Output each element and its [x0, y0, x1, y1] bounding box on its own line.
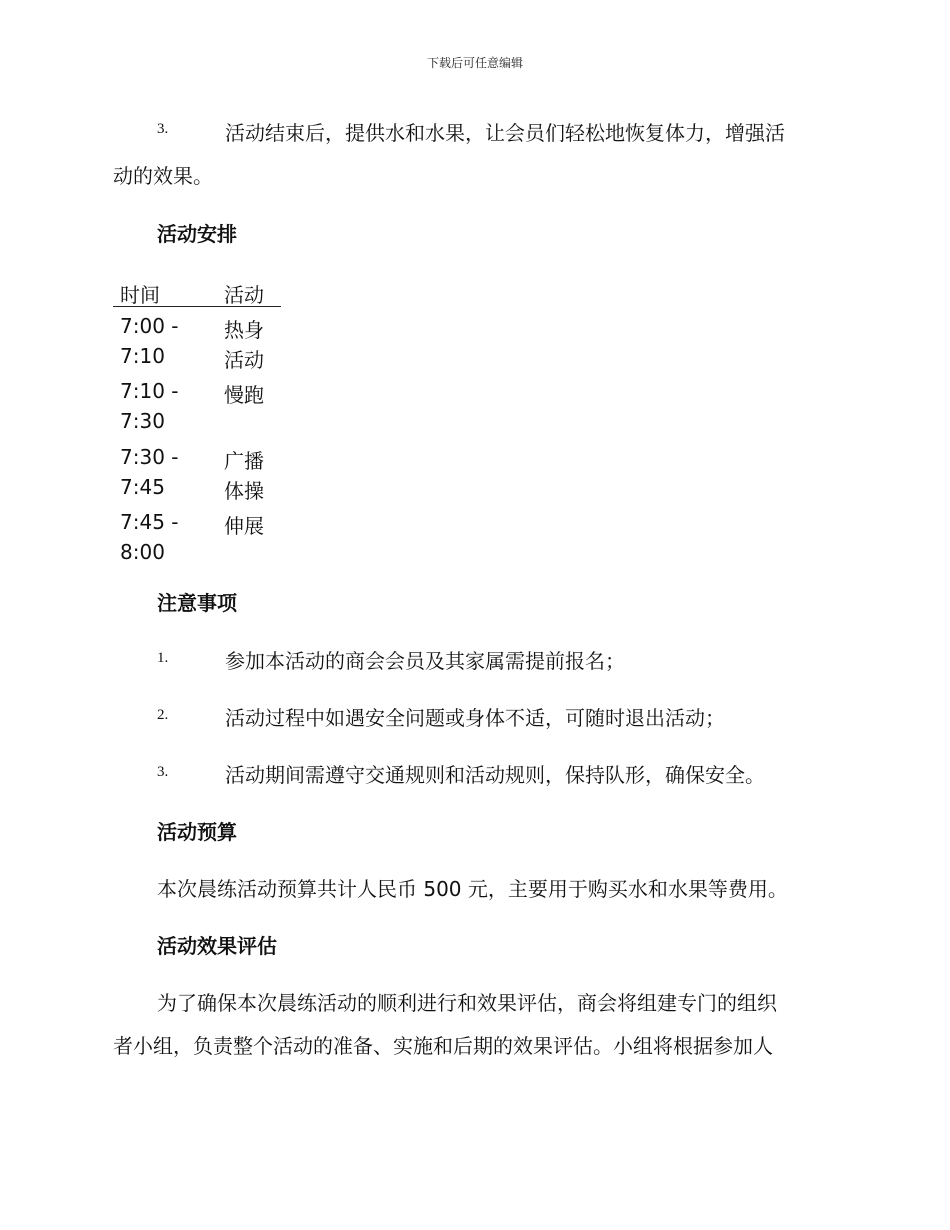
table-header-rule: [113, 306, 281, 307]
page-header: 下载后可任意编辑: [426, 56, 523, 70]
list-item-text: 活动过程中如遇安全问题或身体不适，可随时退出活动；: [225, 706, 725, 730]
table-cell-time: 7:30: [120, 409, 165, 433]
table-header-activity: 活动: [224, 283, 264, 307]
evaluation-paragraph-line: 为了确保本次晨练活动的顺利进行和效果评估，商会将组建专门的组织: [157, 991, 777, 1015]
section-title-notes: 注意事项: [157, 591, 237, 615]
list-item-text: 活动期间需遵守交通规则和活动规则，保持队形，确保安全。: [225, 763, 765, 787]
table-cell-activity: 广播: [224, 449, 264, 473]
table-cell-activity: 活动: [224, 348, 264, 372]
table-cell-time: 7:10: [120, 344, 165, 368]
table-cell-activity: 热身: [224, 318, 264, 342]
evaluation-paragraph-line: 者小组，负责整个活动的准备、实施和后期的效果评估。小组将根据参加人: [113, 1034, 773, 1058]
table-cell-time: 7:30 -: [120, 445, 179, 469]
budget-paragraph: 本次晨练活动预算共计人民币 500 元，主要用于购买水和水果等费用。: [157, 877, 788, 901]
table-cell-activity: 慢跑: [224, 383, 264, 407]
table-cell-time: 7:10 -: [120, 379, 179, 403]
list-item-text: 参加本活动的商会会员及其家属需提前报名；: [225, 649, 625, 673]
list-number: 3.: [157, 121, 169, 137]
table-cell-time: 7:45: [120, 475, 165, 499]
list-item-text-continued: 动的效果。: [113, 164, 213, 188]
list-number: 3.: [157, 764, 169, 780]
section-title-schedule: 活动安排: [157, 222, 237, 246]
table-cell-activity: 伸展: [224, 514, 264, 538]
section-title-evaluation: 活动效果评估: [157, 934, 277, 958]
table-cell-time: 7:00 -: [120, 314, 179, 338]
list-number: 2.: [157, 707, 169, 723]
table-cell-time: 7:45 -: [120, 510, 179, 534]
table-cell-time: 8:00: [120, 540, 165, 564]
table-cell-activity: 体操: [224, 479, 264, 503]
list-number: 1.: [157, 650, 169, 666]
table-header-time: 时间: [120, 283, 160, 307]
section-title-budget: 活动预算: [157, 820, 237, 844]
list-item-text: 活动结束后，提供水和水果，让会员们轻松地恢复体力，增强活: [225, 121, 785, 145]
